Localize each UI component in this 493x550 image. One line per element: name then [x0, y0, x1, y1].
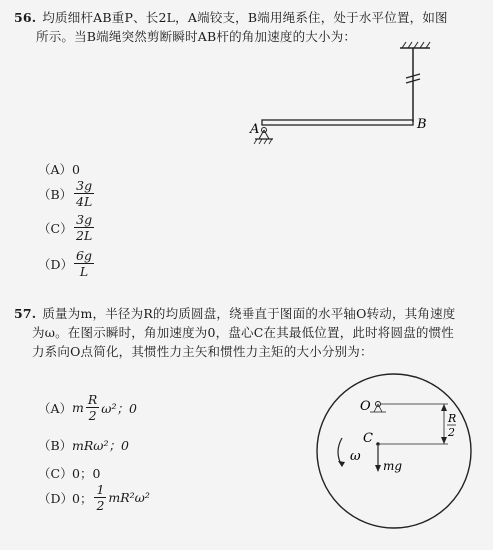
q57-option-d-fraction: [94, 482, 106, 513]
label-mg: mg: [383, 459, 403, 473]
q56-option-a-label: （A）: [38, 162, 73, 177]
q56-option-c-den: 2L: [76, 228, 93, 243]
q56-option-d-num: 6g: [76, 248, 92, 263]
q57-option-a-fraction: [86, 392, 99, 423]
center-c: [376, 442, 380, 446]
q56-option-d[interactable]: [38, 248, 96, 279]
q57-text-1: 质量为m，半径为R的均质圆盘，绕垂直于图面的水平轴O转动，其角速度: [42, 306, 456, 321]
q56-option-b-num: 3g: [76, 178, 93, 193]
q56-option-b-fraction: [74, 178, 94, 209]
q56-option-d-label: （D）: [38, 256, 74, 272]
q57-option-b[interactable]: [38, 436, 129, 454]
q57-option-c[interactable]: [38, 464, 100, 482]
mg-arrow-head: [375, 465, 381, 472]
q57-option-b-text: mRω²；0: [72, 438, 129, 453]
q56-option-b-den: 4L: [76, 194, 93, 209]
q57-option-d-den: 2: [96, 498, 105, 513]
q57-option-a[interactable]: [38, 392, 137, 423]
q57-option-c-label: （C）: [38, 466, 73, 481]
q56-stem-line2: 所示。当B端绳突然剪断瞬时AB杆的角加速度的大小为：: [36, 29, 357, 44]
q57-option-d-num: 1: [96, 482, 105, 497]
dim-arrow-top: [441, 404, 447, 411]
dim-arrow-bottom: [441, 437, 447, 444]
label-omega: ω: [350, 449, 361, 464]
ground-hatch: [254, 139, 272, 144]
q57-figure: [310, 368, 490, 540]
q57-option-a-label: （A）: [38, 400, 73, 416]
q57-stem-line1: [14, 304, 484, 323]
dim-num: R: [448, 412, 457, 425]
q57-option-d-prefix: 0；: [72, 490, 93, 506]
ceiling-hatch: [402, 42, 430, 48]
q57-option-d-suffix: mR²ω²: [108, 490, 150, 505]
q56-option-a-text: 0: [72, 161, 80, 177]
q56-option-b[interactable]: [38, 178, 96, 209]
q56-figure: [240, 38, 450, 158]
q56-option-c-fraction: [74, 212, 94, 243]
label-b: B: [417, 117, 427, 132]
q57-option-b-label: （B）: [38, 438, 73, 453]
q56-text-1: 均质细杆AB重P、长2L，A端铰支，B端用绳系住，处于水平位置，如图: [42, 10, 448, 25]
q57-option-a-den: 2: [88, 408, 97, 423]
dim-den: 2: [448, 426, 455, 439]
rod-ab: [262, 120, 413, 125]
q56-option-c[interactable]: [38, 212, 96, 243]
q57-number: 57.: [14, 306, 37, 321]
q56-option-a[interactable]: [38, 160, 80, 178]
q57-stem-line2: 为ω。在图示瞬时，角加速度为0，盘心C在其最低位置，此时将圆盘的惯性: [32, 325, 455, 340]
q57-stem: [14, 304, 484, 361]
q57-stem-line3: 力系向O点简化，其惯性力主矢和惯性力主矩的大小分别为：: [32, 344, 373, 359]
label-o: O: [360, 399, 371, 414]
q57-option-c-text: 0；0: [72, 466, 101, 481]
q56-option-d-den: L: [79, 264, 89, 279]
q57-option-d-label: （D）: [38, 490, 74, 506]
label-c: C: [363, 431, 373, 446]
omega-arrow-head: [338, 461, 345, 467]
q56-number: 56.: [14, 10, 37, 25]
q56-option-c-num: 3g: [76, 212, 93, 227]
q56-option-c-label: （C）: [38, 220, 73, 236]
q56-option-d-fraction: [74, 248, 94, 279]
label-a: A: [250, 122, 260, 137]
q57-option-a-prefix: m: [72, 400, 84, 415]
q56-stem-line1: [14, 8, 484, 27]
q57-option-d[interactable]: [38, 482, 150, 513]
disc-outline: [317, 374, 471, 528]
q57-option-a-num: R: [87, 392, 98, 407]
q57-option-a-suffix: ω²；0: [101, 400, 137, 416]
q56-option-b-label: （B）: [38, 186, 73, 202]
